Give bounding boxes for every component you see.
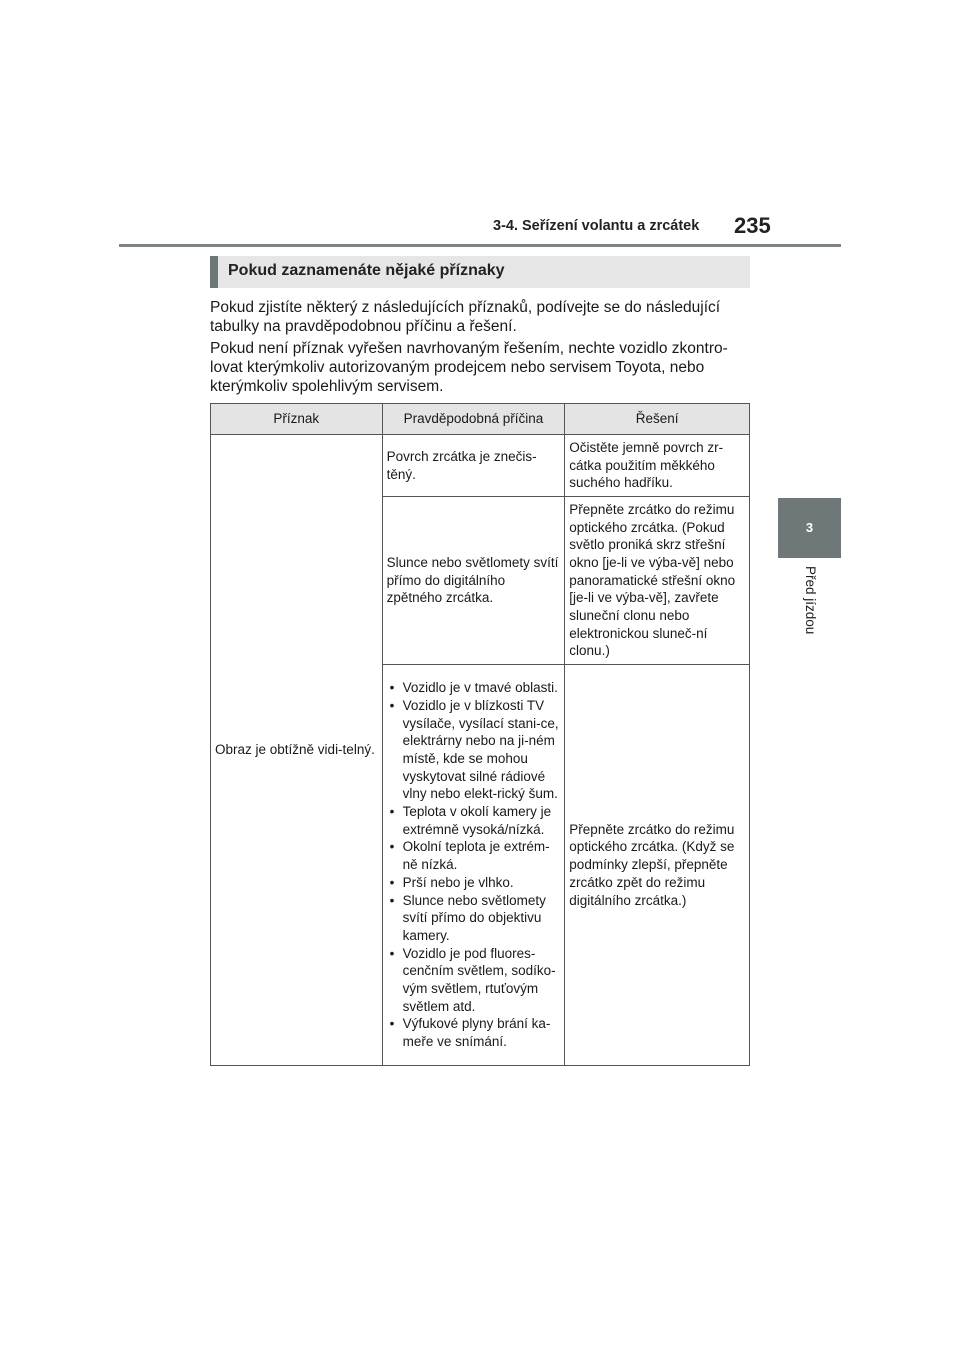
chapter-tab[interactable]: 3: [778, 498, 841, 558]
list-item: • Teplota v okolí kamery je extrémně vysoká/nízká.: [387, 803, 562, 838]
table-header-row: [211, 404, 750, 435]
symptom-cell: Obraz je obtížně vidi-telný.: [211, 435, 383, 1066]
cause-cell: Povrch zrcátka je znečis-těný.: [382, 435, 565, 497]
cause-list-cell: [382, 665, 565, 1066]
intro-paragraph: Pokud zjistíte některý z následujících příznaků, podívejte se do následující tabulky na pravděpodobnou příčinu a řešení.: [210, 299, 721, 335]
list-item: • Výfukové plyny brání ka-meře ve snímání.: [387, 1015, 562, 1050]
list-item: • Okolní teplota je extrém-ně nízká.: [387, 838, 562, 873]
solution-cell: Očistěte jemně povrch zr-cátka použitím měkkého suchého hadříku.: [565, 435, 750, 497]
list-item: • Prší nebo je vlhko.: [387, 874, 562, 892]
cause-cell: Slunce nebo světlomety svítí přímo do digitálního zpětného zrcátka.: [382, 497, 565, 665]
chapter-section-title: 3-4. Seřízení volantu a zrcátek: [493, 218, 700, 234]
symptom-table: [210, 403, 750, 1066]
header-rule: [119, 244, 841, 247]
table-row: [211, 435, 750, 497]
solution-cell: Přepněte zrcátko do režimu optického zrcátka. (Pokud světlo proniká skrz střešní okno [je-li ve výba-vě] nebo panoramatické střešní okno [je-li ve výba-vě], zavřete sluneční clonu nebo elektronickou sluneč-ní clonu.): [565, 497, 750, 665]
header-cause: Pravděpodobná příčina: [382, 404, 565, 435]
chapter-tab-label-wrap: [770, 566, 850, 646]
section-heading-text: Pokud zaznamenáte nějaké příznaky: [228, 262, 505, 279]
header-solution: Řešení: [565, 404, 750, 435]
list-item: • Vozidlo je v blízkosti TV vysílače, vysílací stani-ce, elektrárny nebo na ji-ném místě, kde se mohou vyskytovat silné rádiové vlny nebo elekt-rický šum.: [387, 697, 562, 803]
cause-list: [387, 679, 562, 1051]
list-item: • Vozidlo je pod fluores-cenčním světlem, sodíko-vým světlem, rtuťovým světlem atd.: [387, 945, 562, 1016]
solution-cell: Přepněte zrcátko do režimu optického zrcátka. (Když se podmínky zlepší, přepněte zrcátko zpět do režimu digitálního zrcátka.): [565, 665, 750, 1066]
list-item: • Slunce nebo světlomety svítí přímo do objektivu kamery.: [387, 892, 562, 945]
section-heading: [210, 256, 750, 288]
list-item: • Vozidlo je v tmavé oblasti.: [387, 679, 562, 697]
header-symptom: Příznak: [211, 404, 383, 435]
page-number: 235: [734, 213, 771, 238]
chapter-tab-label: Před jízdou: [803, 566, 818, 635]
service-paragraph: Pokud není příznak vyřešen navrhovaným řešením, nechte vozidlo zkontro-lovat kterýmkoliv autorizovaným prodejcem nebo servisem Toyota, nebo kterýmkoliv spolehlivým servisem.: [210, 340, 728, 395]
